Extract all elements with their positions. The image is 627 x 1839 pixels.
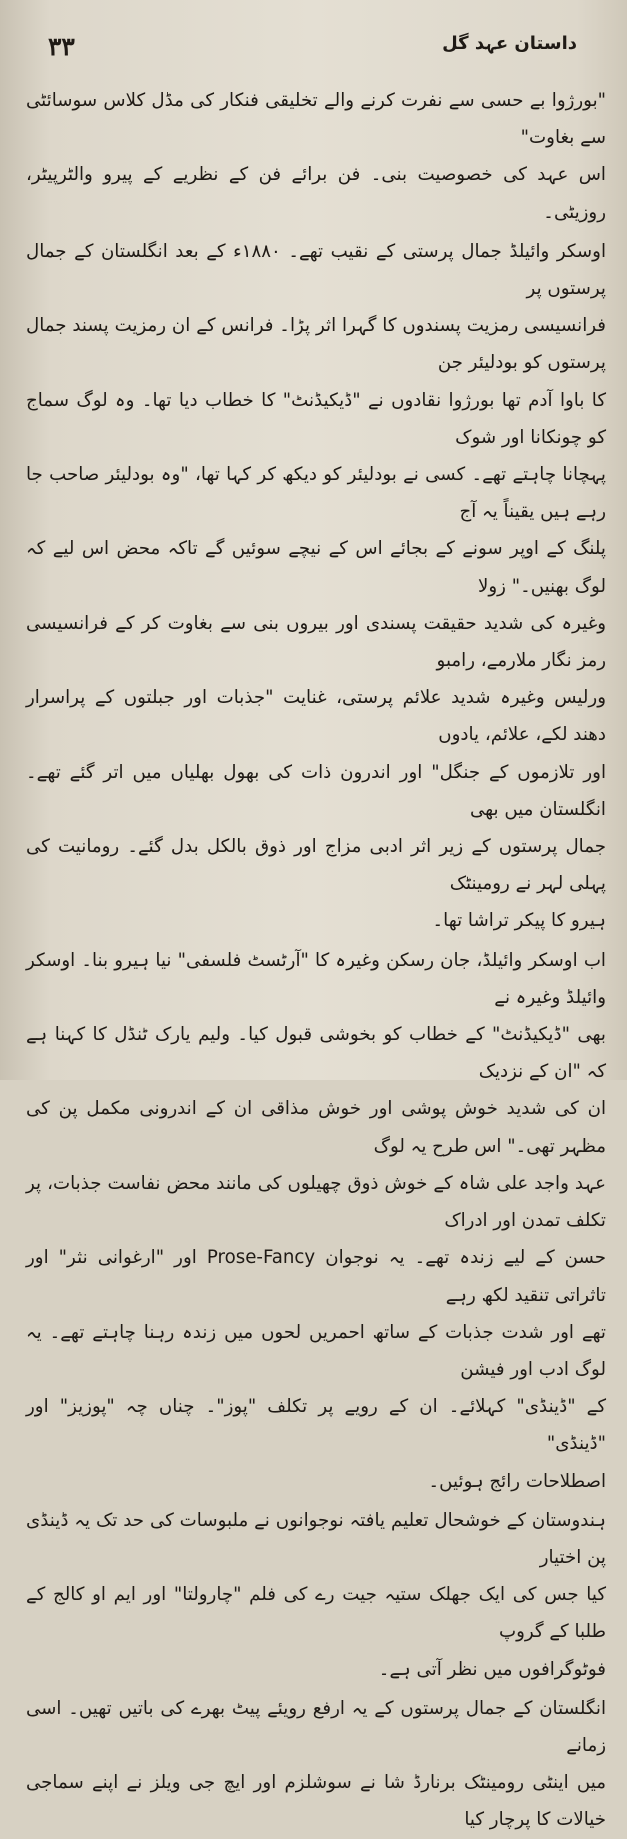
page-number: ۳۳ [48, 32, 75, 61]
paragraph-2: اوسکر وائیلڈ جمال پرستی کے نقیب تھے۔ ۱۸۸۰ء کے بعد انگلستان کے جمال پرستوں پر فرانسیسی رمزیت پسندوں کا گہرا اثر پڑا۔ فرانس کے ان رمزیت پسند جمال پرستوں کو بودلیئر جن کا باوا آدم تھا بورژوا نقادوں نے "ڈیکیڈنٹ" کا خطاب دیا تھا۔ وہ لوگ سماج کو چونکانا اور شوک پہچانا چاہتے تھے۔ کسی نے بودلیئر کو دیکھ کر کہا تھا، "وہ بودلیئر صاحب جا رہے ہیں یقیناً یہ آج پلنگ کے اوپر سونے کے بجائے اس کے نیچے سوئیں گے تاکہ محض اس لیے کہ لوگ بھنیں۔" زولا وغیرہ کی شدید حقیقت پسندی اور بیروں بنی سے بغاوت کر کے فرانسیسی رمز نگار ملارمے، رامبو ورلیس وغیرہ شدید علائم پرستی، غنایت "جذبات اور جبلتوں کے پراسرار دھند لکے، علائم، یادوں اور تلازموں کے جنگل" اور اندرون ذات کی بھول بھلیاں میں اتر گئے تھے۔ انگلستان میں بھی جمال پرستوں کے زیر اثر ادبی مزاج اور ذوق بالکل بدل گئے۔ رومانیت کی پہلی لہر نے رومینٹک ہیرو کا پیکر تراشا تھا۔ [26, 240, 606, 932]
page-body [26, 82, 606, 1831]
page-header [28, 24, 599, 64]
running-head: داستان عہد گل [442, 33, 577, 54]
paragraph-3: اب اوسکر وائیلڈ، جان رسکن وغیرہ کا "آرٹسٹ فلسفی" نیا ہیرو بنا۔ اوسکر وائیلڈ وغیرہ نے بھی "ڈیکیڈنٹ" کے خطاب کو بخوشی قبول کیا۔ ولیم یارک ٹنڈل کا کہنا ہے کہ "ان کے نزدیک ان کی شدید خوش پوشی اور خوش مذاقی ان کے اندرونی مکمل پن کی مظہر تھی۔" اس طرح یہ لوگ عہد واجد علی شاہ کے خوش ذوق چھیلوں کی مانند محض نفاست جذبات، پر تکلف تمدن اور ادراک حسن کے لیے زندہ تھے۔ یہ نوجوان Prose-Fancy اور "ارغوانی نثر" اور تاثراتی تنقید لکھ رہے تھے اور شدت جذبات کے ساتھ احمریں لحوں میں زندہ رہنا چاہتے تھے۔ یہ لوگ ادب اور فیشن کے "ڈینڈی" کہلائے۔ ان کے رویے پر تکلف "پوز"۔ چناں چہ "پوزیز" اور "ڈینڈی" اصطلاحات رائج ہوئیں۔ [26, 949, 606, 1492]
paragraph-1: "بورژوا بے حسی سے نفرت کرنے والے تخلیقی فنکار کی مڈل کلاس سوسائٹی سے بغاوت" اس عہد کی خصوصیت بنی۔ فن برائے فن کے نظریے کے پیرو والٹرپیٹر، روزیٹی۔ [26, 90, 606, 223]
paragraph-4: ہندوستان کے خوشحال تعلیم یافتہ نوجوانوں نے ملبوسات کی حد تک یہ ڈینڈی پن اختیار کیا جس کی ایک جھلک ستیہ جیت رے کی فلم "چارولتا" اور ایم او کالج کے طلبا کے گروپ فوٹوگرافوں میں نظر آتی ہے۔ [26, 1509, 606, 1680]
paragraph-5: انگلستان کے جمال پرستوں کے یہ ارفع رویئے پیٹ بھرے کی باتیں تھیں۔ اسی زمانے میں اینٹی رومینٹک برنارڈ شا نے سوشلزم اور ایچ جی ویلز نے اپنے سماجی خیالات کا پرچار کیا [26, 1697, 606, 1831]
